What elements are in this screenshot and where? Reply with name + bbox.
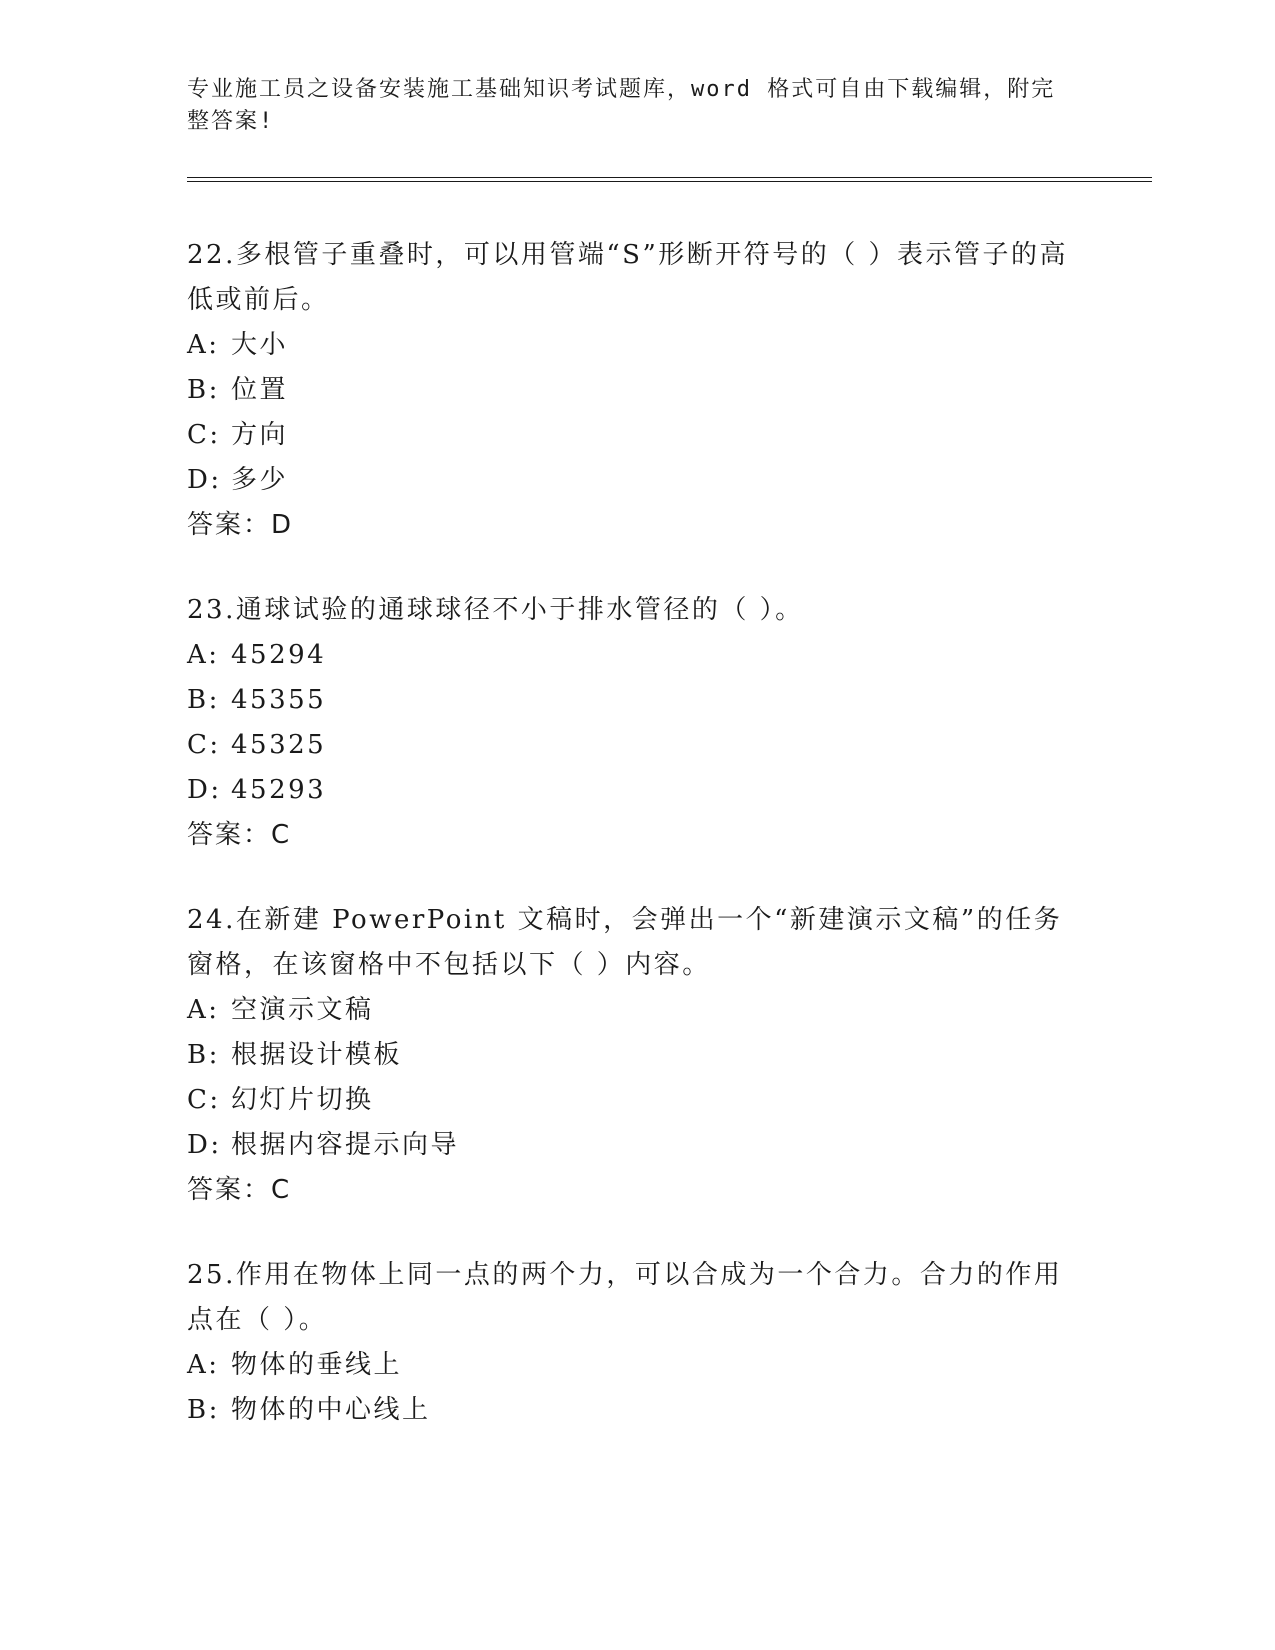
question-24 <box>187 898 1087 1213</box>
option-a <box>187 323 1087 368</box>
option-key: B: <box>187 685 220 715</box>
option-text: 45355 <box>231 685 327 715</box>
option-text: 45325 <box>231 730 327 760</box>
option-key: D: <box>187 775 222 805</box>
option-key: B: <box>187 1040 220 1070</box>
question-stem: 25.作用在物体上同一点的两个力，可以合成为一个合力。合力的作用点在（ ）。 <box>187 1260 1063 1335</box>
option-c <box>187 723 1087 768</box>
option-key: C: <box>187 730 221 760</box>
option-key: D: <box>187 465 222 495</box>
option-d <box>187 1123 1087 1168</box>
option-d <box>187 458 1087 503</box>
header-divider-top <box>187 177 1152 178</box>
question-25 <box>187 1253 1087 1433</box>
question-stem: 22.多根管子重叠时，可以用管端“S”形断开符号的（ ）表示管子的高低或前后。 <box>187 240 1069 315</box>
option-text: 空演示文稿 <box>231 995 374 1025</box>
option-key: A: <box>187 640 220 670</box>
option-a <box>187 988 1087 1033</box>
option-b <box>187 1033 1087 1078</box>
option-key: A: <box>187 995 220 1025</box>
document-header: 专业施工员之设备安装施工基础知识考试题库，word 格式可自由下载编辑，附完整答案! <box>187 77 1056 134</box>
question-23 <box>187 588 1087 858</box>
option-b <box>187 368 1087 413</box>
option-a <box>187 633 1087 678</box>
option-c <box>187 413 1087 458</box>
question-stem: 24.在新建 PowerPoint 文稿时，会弹出一个“新建演示文稿”的任务窗格，在该窗格中不包括以下（ ）内容。 <box>187 905 1063 980</box>
option-text: 45294 <box>231 640 327 670</box>
option-c <box>187 1078 1087 1123</box>
option-text: 根据内容提示向导 <box>231 1130 460 1160</box>
option-text: 45293 <box>231 775 327 805</box>
option-key: A: <box>187 1350 220 1380</box>
option-text: 根据设计模板 <box>231 1040 403 1070</box>
option-key: A: <box>187 330 220 360</box>
option-b <box>187 1388 1087 1433</box>
option-text: 物体的中心线上 <box>231 1395 431 1425</box>
answer: 答案：C <box>187 820 292 850</box>
option-text: 幻灯片切换 <box>231 1085 374 1115</box>
question-list <box>187 233 1087 1473</box>
option-text: 位置 <box>231 375 289 405</box>
option-b <box>187 678 1087 723</box>
option-key: B: <box>187 375 220 405</box>
answer: 答案：C <box>187 1175 292 1205</box>
question-stem: 23.通球试验的通球球径不小于排水管径的（ ）。 <box>187 595 804 625</box>
option-text: 方向 <box>231 420 289 450</box>
option-text: 大小 <box>231 330 289 360</box>
option-key: C: <box>187 1085 221 1115</box>
option-key: D: <box>187 1130 222 1160</box>
option-text: 物体的垂线上 <box>231 1350 403 1380</box>
option-d <box>187 768 1087 813</box>
answer: 答案：D <box>187 510 294 540</box>
option-a <box>187 1343 1087 1388</box>
option-text: 多少 <box>231 465 289 495</box>
header-divider-bottom <box>187 181 1152 182</box>
question-22 <box>187 233 1087 548</box>
option-key: B: <box>187 1395 220 1425</box>
option-key: C: <box>187 420 221 450</box>
